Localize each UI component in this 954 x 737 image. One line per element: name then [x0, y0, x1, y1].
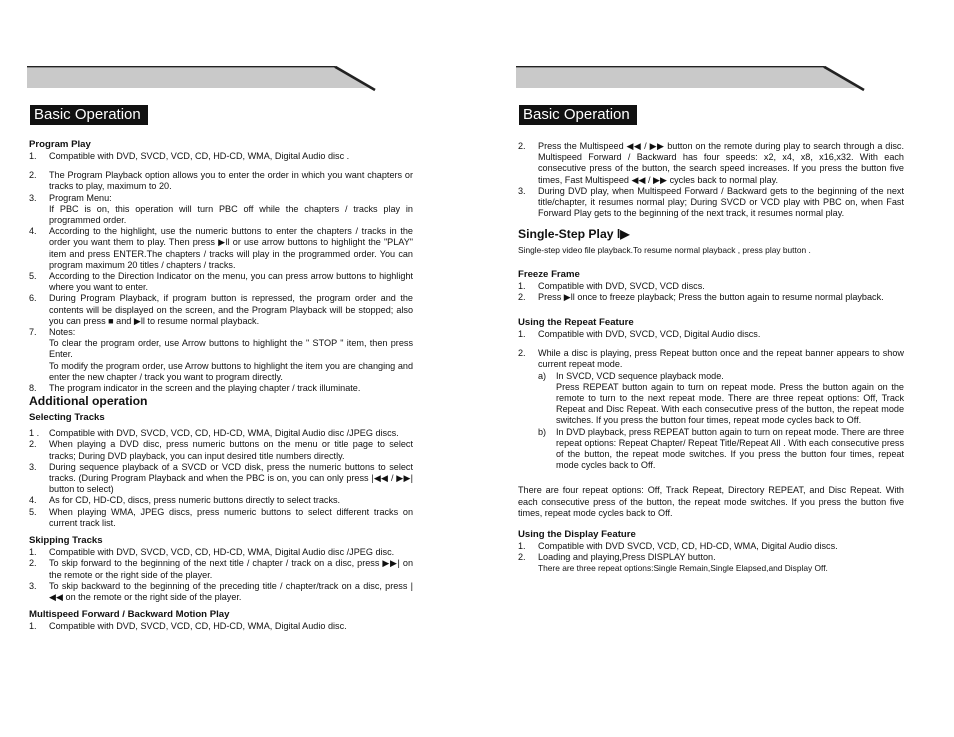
- list-item: 5. When playing WMA, JPEG discs, press numeric buttons to select different tracks on current track list.: [29, 506, 413, 528]
- multispeed-heading: Multispeed Forward / Backward Motion Play: [29, 609, 230, 621]
- list-item: 1. Compatible with DVD, SVCD, VCD, CD, HD-CD, WMA, Digital Audio disc /JPEG disc.: [29, 547, 395, 558]
- list-item: 2. To skip forward to the beginning of the next title / chapter / track on a disc, press ▶▶| on the remote or the right side of the player.: [29, 558, 413, 580]
- single-step-text: Single-step video file playback.To resume normal playback , press play button .: [518, 245, 811, 256]
- repeat-note: There are four repeat options: Off, Track Repeat, Directory REPEAT, and Disc Repeat. With each consecutive press of the button, the repeat mode switches. If you press the button five times, repeat mode cycles back to Off.: [518, 485, 904, 518]
- left-page: [27, 0, 467, 737]
- left-content: [29, 139, 413, 632]
- list-item: 1. Compatible with DVD, SVCD, VCD, CD, HD-CD, WMA, Digital Audio disc.: [29, 621, 347, 632]
- list-item: 8. The program indicator in the screen and the playing chapter / track illuminate.: [29, 383, 361, 394]
- list-item: 3. During sequence playback of a SVCD or VCD disk, press the numeric buttons to select tracks. (During Program Playback and when the PBC is on, you can only press |◀◀ / ▶▶| button to select): [29, 461, 413, 495]
- header-bar: [516, 66, 870, 90]
- list-item: If PBC is on, this operation will turn PBC off while the chapters / tracks play in programmed order.: [49, 203, 413, 226]
- list-item: To clear the program order, use Arrow buttons to highlight the " STOP " item, then press Enter.: [49, 338, 413, 360]
- freeze-frame-heading: Freeze Frame: [518, 268, 580, 280]
- list-item: 2. The Program Playback option allows you to enter the order in which you want chapters or tracks to play, maximum to 20.: [29, 170, 413, 192]
- selecting-tracks-heading: Selecting Tracks: [29, 412, 105, 424]
- additional-operation-heading: Additional operation: [29, 394, 148, 409]
- list-item: 4. According to the highlight, use the numeric buttons to enter the chapters / tracks in the order you want them to play. Then press ▶ll or use arrow buttons to highlight the "PLAY" item and press ENTER.The chapters / tracks will play in the programmed order. You can program maximum 20 titles / chapters / tracks.: [29, 226, 413, 270]
- list-item: 1. Compatible with DVD SVCD, VCD, CD, HD-CD, WMA, Digital Audio discs.: [518, 541, 838, 552]
- program-play-heading: Program Play: [29, 139, 91, 150]
- repeat-sub-a: a) In SVCD, VCD sequence playback mode.: [538, 370, 724, 381]
- list-item: 7. Notes:: [29, 327, 76, 338]
- single-step-heading: Single-Step Play l▶: [518, 227, 630, 242]
- display-heading: Using the Display Feature: [518, 529, 636, 541]
- list-item: 2. Press the Multispeed ◀◀ / ▶▶ button on the remote during play to search through a disc. Multispeed Forward / Backward has four speeds: x2, x4, x8, x16,x32. With each consecutive press of the button, the search speed increases. If you press the button five times, Fast Multispeed ◀◀ / ▶▶ cycles back to normal play.: [518, 141, 904, 185]
- list-item: 3. Program Menu:: [29, 192, 112, 203]
- list-item: To modify the program order, use Arrow buttons to highlight the item you are changing and enter the new chapter / track you want to program directly.: [49, 360, 413, 382]
- right-content: [518, 141, 904, 575]
- repeat-sub-b: b) In DVD playback, press REPEAT button again to turn on repeat mode. There are three repeat options: Repeat Chapter/ Repeat Title/Repeat All . With each consecutive press of the button, the repeat mode switches. If you press the button four times, repeat mode cycles back to Off.: [538, 426, 904, 471]
- header-bar: [27, 66, 381, 90]
- list-item: 3. During DVD play, when Multispeed Forward / Backward gets to the beginning of the next title/chapter, it resumes normal play; During SVCD or VCD play with PBC on, when Fast Forward Play gets to the beginning of the next track, it resumes normal play.: [518, 185, 904, 219]
- list-item: 6. During Program Playback, if program button is repressed, the program order and the contents will be displayed on the screen, and the Program Playback will be stopped; also you can press ■ and ▶ll to resume normal playback.: [29, 293, 413, 326]
- skipping-tracks-heading: Skipping Tracks: [29, 535, 103, 547]
- list-item: 1 . Compatible with DVD, SVCD, VCD, CD, HD-CD, WMA, Digital Audio disc /JPEG discs.: [29, 428, 399, 439]
- list-item: 2. Loading and playing,Press DISPLAY button.: [518, 552, 716, 563]
- section-title: Basic Operation: [519, 105, 637, 125]
- list-item: 3. To skip backward to the beginning of the preceding title / chapter/track on a disc, press |◀◀ on the remote or the right side of the player.: [29, 580, 413, 602]
- display-note: There are three repeat options:Single Remain,Single Elapsed,and Display Off.: [538, 563, 828, 574]
- list-item: 4. As for CD, HD-CD, discs, press numeric buttons directly to select tracks.: [29, 495, 341, 506]
- list-item: 2. While a disc is playing, press Repeat button once and the repeat banner appears to show current repeat mode.: [518, 348, 904, 370]
- list-item: 1. Compatible with DVD, SVCD, VCD, CD, HD-CD, WMA, Digital Audio disc .: [29, 151, 350, 161]
- right-page: [516, 0, 954, 737]
- list-item: 2. When playing a DVD disc, press numeric buttons on the menu or title page to select tracks; During DVD playback, you can input desired title numbers directly.: [29, 439, 413, 461]
- list-item: 2. Press ▶ll once to freeze playback; Press the button again to resume normal playback.: [518, 291, 884, 302]
- section-title: Basic Operation: [30, 105, 148, 125]
- list-item: 5. According to the Direction Indicator on the menu, you can press arrow buttons to highlight where you want to enter.: [29, 271, 413, 293]
- repeat-heading: Using the Repeat Feature: [518, 317, 634, 329]
- repeat-sub-a-text: Press REPEAT button again to turn on repeat mode. Press the button again on the remote to turn to the next repeat mode. There are three repeat options: Off, Track Repeat and Disc Repeat. With each consecutive press of the button, the repeat mode switches. If you press the button four times, repeat mode cycles back to Off.: [556, 381, 904, 426]
- list-item: 1. Compatible with DVD, SVCD, VCD, Digital Audio discs.: [518, 329, 761, 340]
- list-item: 1. Compatible with DVD, SVCD, VCD discs.: [518, 280, 705, 291]
